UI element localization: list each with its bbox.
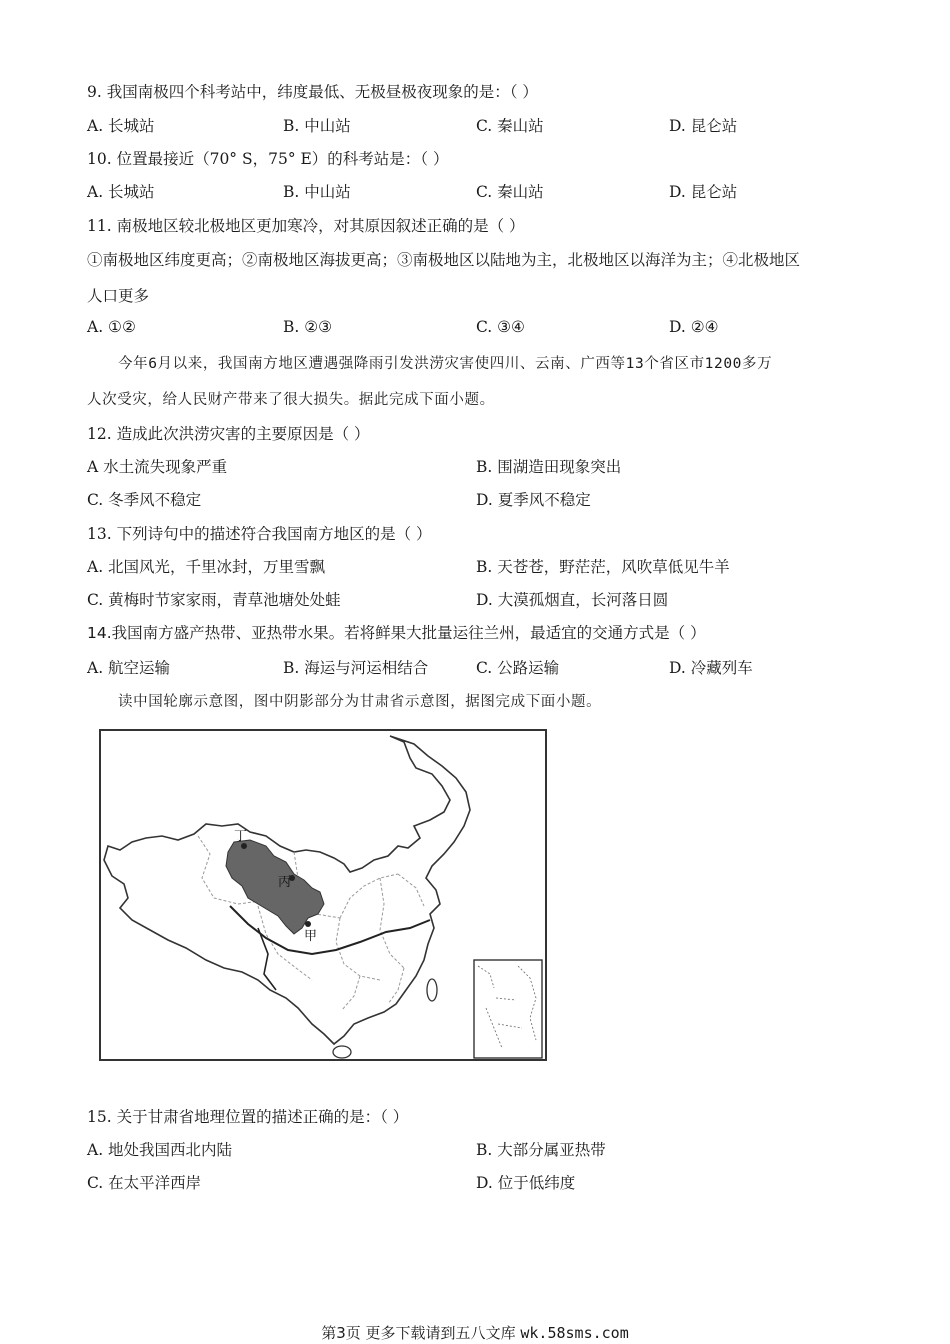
q14-option-c: C. 公路运输 [476, 659, 560, 677]
q10-option-b: B. 中山站 [283, 183, 351, 201]
q10-option-a: A. 长城站 [87, 183, 155, 201]
q15-option-b: B. 大部分属亚热带 [476, 1141, 606, 1159]
q11-option-a: A. ①② [87, 318, 136, 336]
q10-option-d: D. 昆仑站 [669, 183, 738, 201]
question-9-stem: 9. 我国南极四个科考站中，纬度最低、无极昼极夜现象的是：（ ） [87, 83, 538, 101]
question-15-stem: 15. 关于甘肃省地理位置的描述正确的是：（ ） [87, 1108, 409, 1126]
q10-option-c: C. 秦山站 [476, 183, 544, 201]
map-intro: 读中国轮廓示意图，图中阴影部分为甘肃省示意图，据图完成下面小题。 [118, 694, 602, 710]
q12-option-a: A 水土流失现象严重 [87, 458, 228, 476]
question-11-statements-cont: 人口更多 [87, 287, 150, 305]
q14-option-a: A. 航空运输 [87, 659, 171, 677]
q15-option-c: C. 在太平洋西岸 [87, 1174, 202, 1192]
page-footer [0, 1322, 950, 1343]
q9-option-c: C. 秦山站 [476, 117, 544, 135]
hainan-island [333, 1046, 351, 1058]
question-12-stem: 12. 造成此次洪涝灾害的主要原因是（ ） [87, 425, 370, 443]
q11-option-c: C. ③④ [476, 318, 525, 336]
q13-option-c: C. 黄梅时节家家雨，青草池塘处处蛙 [87, 591, 341, 609]
q12-option-d: D. 夏季风不稳定 [476, 491, 591, 509]
q11-option-d: D. ②④ [669, 318, 719, 336]
q15-option-a: A. 地处我国西北内陆 [87, 1141, 233, 1159]
question-13-stem: 13. 下列诗句中的描述符合我国南方地区的是（ ） [87, 525, 432, 543]
flood-intro-line2: 人次受灾，给人民财产带来了很大损失。据此完成下面小题。 [87, 392, 495, 408]
point-jia [305, 921, 311, 927]
q15-option-d: D. 位于低纬度 [476, 1174, 576, 1192]
question-11-stem: 11. 南极地区较北极地区更加寒冷，对其原因叙述正确的是（ ） [87, 217, 525, 235]
q13-option-b: B. 天苍苍，野茫茫，风吹草低见牛羊 [476, 558, 730, 576]
question-10-stem: 10. 位置最接近（70° S，75° E）的科考站是：（ ） [87, 150, 449, 168]
flood-intro-line1: 今年6月以来，我国南方地区遭遇强降雨引发洪涝灾害使四川、云南、广西等13个省区市1200多万 [118, 356, 773, 372]
question-14-stem: 14.我国南方盛产热带、亚热带水果。若将鲜果大批量运往兰州，最适宜的交通方式是（ ） [87, 624, 706, 642]
footer-text: 第3页 更多下载请到五八文库 [321, 1324, 516, 1342]
china-outline-map [98, 728, 550, 1066]
q13-option-d: D. 大漠孤烟直，长河落日圆 [476, 591, 669, 609]
q12-option-c: C. 冬季风不稳定 [87, 491, 202, 509]
footer-site-link[interactable]: wk.58sms.com [520, 1324, 629, 1342]
q14-option-d: D. 冷藏列车 [669, 659, 753, 677]
taiwan-island [427, 979, 437, 1001]
south-china-sea-inset [474, 960, 542, 1058]
label-bing: 丙 [278, 875, 292, 890]
q9-option-a: A. 长城站 [87, 117, 155, 135]
q9-option-b: B. 中山站 [283, 117, 351, 135]
q11-option-b: B. ②③ [283, 318, 333, 336]
label-ding: 丁 [234, 829, 248, 844]
question-11-statements: ①南极地区纬度更高；②南极地区海拔更高；③南极地区以陆地为主，北极地区以海洋为主；④北极地区 [87, 251, 801, 269]
q13-option-a: A. 北国风光，千里冰封，万里雪飘 [87, 558, 326, 576]
q9-option-d: D. 昆仑站 [669, 117, 738, 135]
q12-option-b: B. 围湖造田现象突出 [476, 458, 622, 476]
label-jia: 甲 [304, 929, 318, 944]
q14-option-b: B. 海运与河运相结合 [283, 659, 429, 677]
